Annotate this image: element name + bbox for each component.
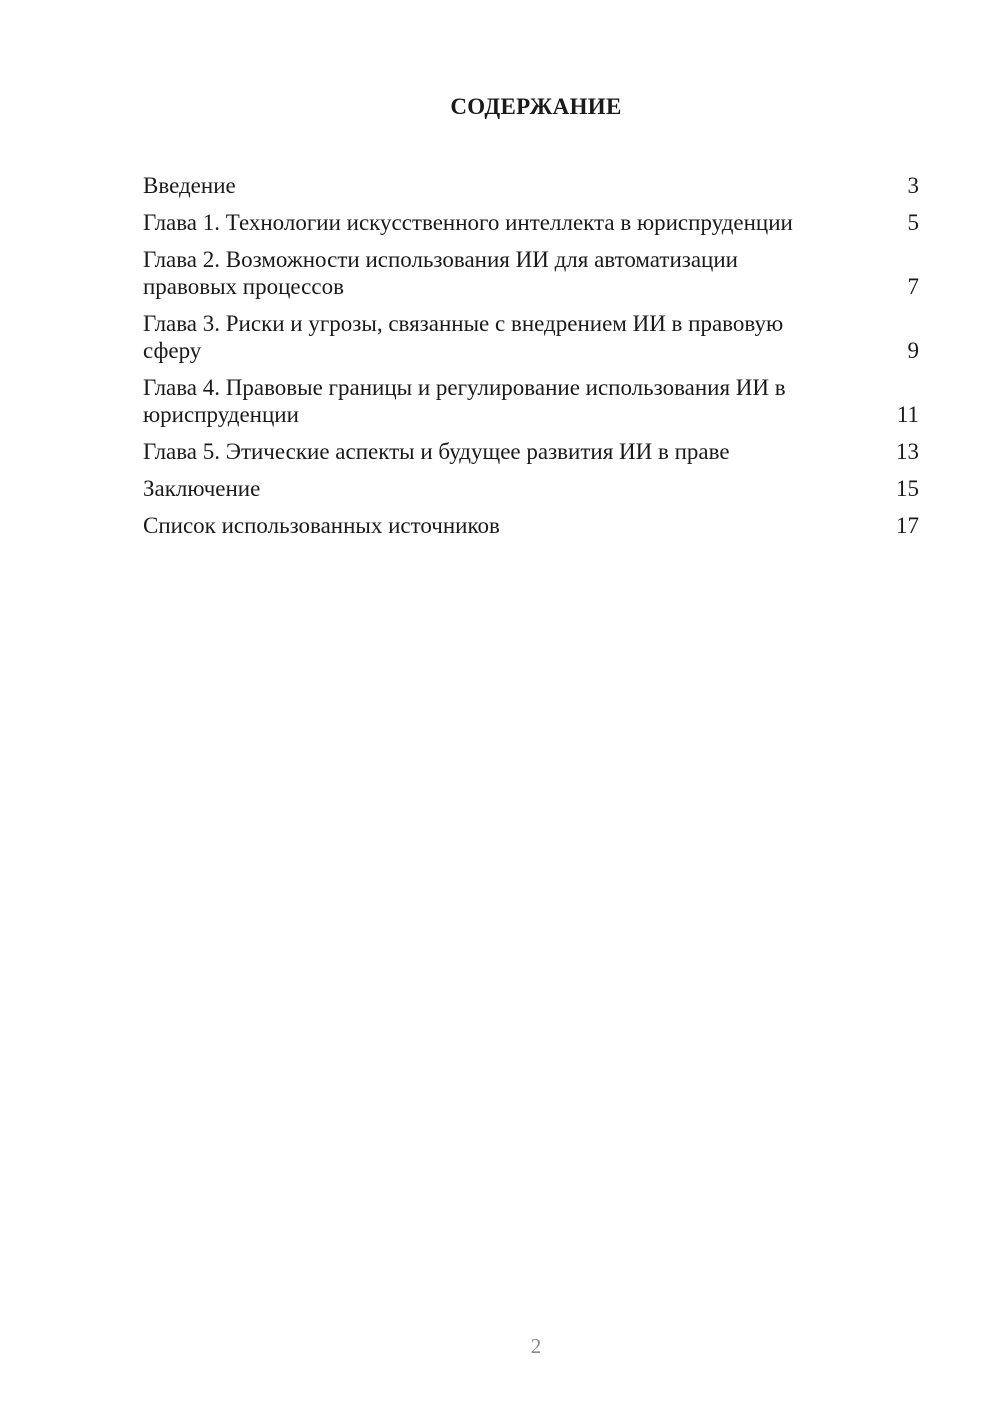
toc-entry-page: 17 bbox=[896, 513, 919, 538]
toc-entry-title: Глава 1. Технологии искусственного интеллекта в юриспруденции bbox=[143, 210, 793, 235]
toc-entry-page: 5 bbox=[907, 210, 919, 235]
toc-entry-conclusion bbox=[143, 475, 919, 502]
toc-entry-page: 15 bbox=[896, 476, 919, 501]
toc-entry-title: Введение bbox=[143, 173, 236, 198]
toc-entry-title: Заключение bbox=[143, 476, 261, 501]
toc-entry-title: Глава 3. Риски и угрозы, связанные с внедрением ИИ в правовую сферу bbox=[143, 311, 784, 363]
toc-entry-chapter-2 bbox=[143, 246, 919, 300]
toc-entry-page: 3 bbox=[907, 173, 919, 198]
toc-entry-title: Список использованных источников bbox=[143, 513, 500, 538]
table-of-contents bbox=[143, 172, 919, 549]
toc-entry-chapter-3 bbox=[143, 310, 919, 364]
page-number: 2 bbox=[530, 1334, 542, 1358]
page-title: СОДЕРЖАНИЕ bbox=[450, 94, 622, 119]
toc-entry-chapter-1 bbox=[143, 209, 919, 236]
toc-entry-title: Глава 5. Этические аспекты и будущее развития ИИ в праве bbox=[143, 439, 730, 464]
toc-entry-chapter-4 bbox=[143, 374, 919, 428]
toc-entry-title: Глава 4. Правовые границы и регулирование использования ИИ в юриспруденции bbox=[143, 375, 786, 427]
toc-entry-chapter-5 bbox=[143, 438, 919, 465]
toc-entry-page: 9 bbox=[907, 338, 919, 363]
toc-entry-references bbox=[143, 512, 919, 539]
toc-entry-introduction bbox=[143, 172, 919, 199]
toc-entry-title: Глава 2. Возможности использования ИИ для автоматизации правовых процессов bbox=[143, 247, 738, 299]
toc-entry-page: 13 bbox=[896, 439, 919, 464]
toc-entry-page: 7 bbox=[907, 274, 919, 299]
toc-entry-page: 11 bbox=[896, 402, 919, 427]
